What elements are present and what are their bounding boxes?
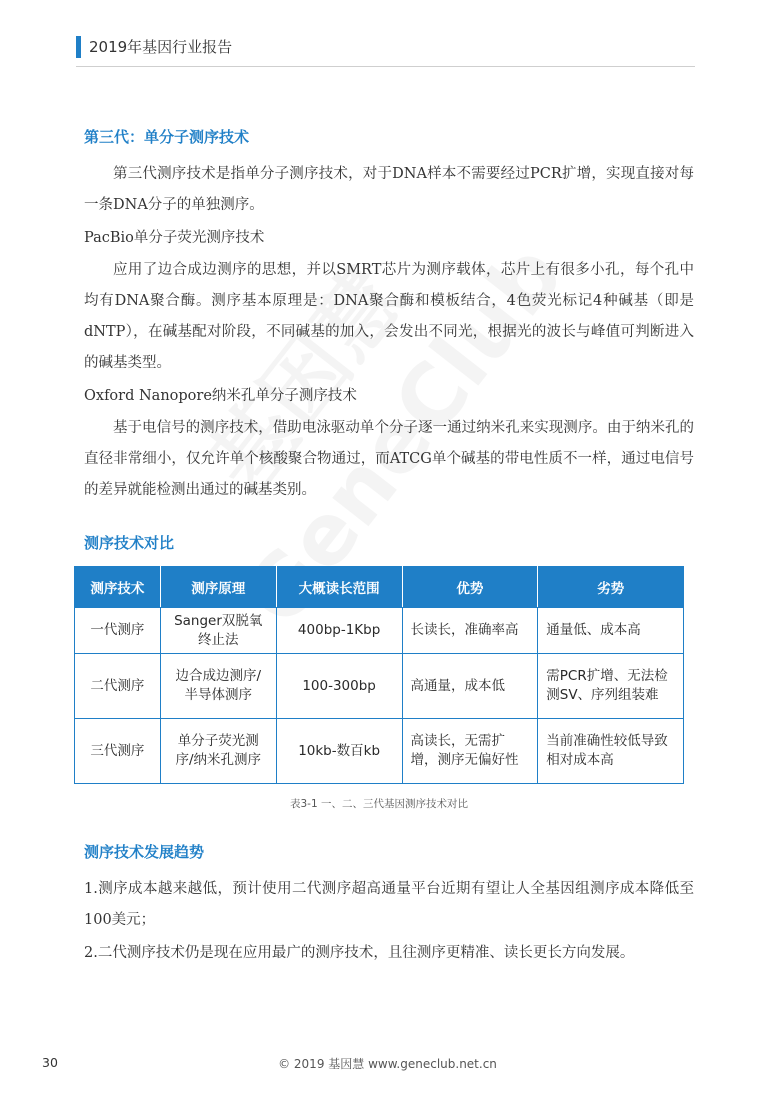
table-cell: 高通量，成本低	[402, 654, 538, 719]
table-row	[75, 654, 684, 719]
table-header-row	[75, 567, 684, 608]
table-cell: 单分子荧光测序/纳米孔测序	[160, 719, 276, 784]
nanopore-title: Oxford Nanopore纳米孔单分子测序技术	[84, 388, 357, 404]
pacbio-title: PacBio单分子荧光测序技术	[84, 230, 265, 246]
comparison-table-wrapper	[74, 566, 684, 811]
table-cell: 10kb-数百kb	[276, 719, 402, 784]
table-row	[75, 608, 684, 654]
table-cell: 当前准确性较低导致相对成本高	[538, 719, 684, 784]
page-number: 30	[42, 1055, 58, 1070]
third-gen-intro: 第三代测序技术是指单分子测序技术，对于DNA样本不需要经过PCR扩增，实现直接对每一条DNA分子的单独测序。	[84, 166, 694, 213]
section-title-third-gen: 第三代：单分子测序技术	[84, 128, 250, 146]
running-header	[76, 36, 232, 58]
header-divider	[76, 66, 695, 67]
pacbio-paragraph: 应用了边合成边测序的思想，并以SMRT芯片为测序载体，芯片上有很多小孔，每个孔中均有DNA聚合酶。测序基本原理是：DNA聚合酶和模板结合，4色荧光标记4种碱基（即是dNTP），在碱基配对阶段，不同碱基的加入，会发出不同光，根据光的波长与峰值可判断进入的碱基类型。	[84, 262, 694, 371]
nanopore-paragraph: 基于电信号的测序技术，借助电泳驱动单个分子逐一通过纳米孔来实现测序。由于纳米孔的直径非常细小，仅允许单个核酸聚合物通过，而ATCG单个碱基的带电性质不一样，通过电信号的差异就能检测出通过的碱基类别。	[84, 420, 694, 498]
table-cell: 高读长，无需扩增，测序无偏好性	[402, 719, 538, 784]
table-cell: 三代测序	[75, 719, 161, 784]
section-title-trends: 测序技术发展趋势	[84, 843, 205, 861]
table-cell: 100-300bp	[276, 654, 402, 719]
header-title: 2019年基因行业报告	[89, 38, 233, 56]
table-header-cell: 大概读长范围	[276, 567, 402, 608]
table-cell: 二代测序	[75, 654, 161, 719]
table-header-cell: 劣势	[538, 567, 684, 608]
table-cell: Sanger双脱氧终止法	[160, 608, 276, 654]
table-row	[75, 719, 684, 784]
footer-copyright: © 2019 基因慧 www.geneclub.net.cn	[278, 1057, 497, 1071]
trend-item: 2.二代测序技术仍是现在应用最广的测序技术，且往测序更精准、读长更长方向发展。	[84, 945, 635, 961]
table-cell: 通量低、成本高	[538, 608, 684, 654]
table-header-cell: 测序原理	[160, 567, 276, 608]
table-cell: 长读长，准确率高	[402, 608, 538, 654]
table-cell: 需PCR扩增、无法检测SV、序列组装难	[538, 654, 684, 719]
page-content	[84, 126, 694, 971]
trend-item: 1.测序成本越来越低，预计使用二代测序超高通量平台近期有望让人全基因组测序成本降低至100美元；	[84, 881, 694, 928]
comparison-table	[74, 566, 684, 784]
table-header-cell: 测序技术	[75, 567, 161, 608]
table-caption: 表3-1 一、二、三代基因测序技术对比	[290, 798, 468, 810]
table-cell: 400bp-1Kbp	[276, 608, 402, 654]
section-title-comparison: 测序技术对比	[84, 534, 175, 552]
table-cell: 一代测序	[75, 608, 161, 654]
table-cell: 边合成边测序/半导体测序	[160, 654, 276, 719]
table-header-cell: 优势	[402, 567, 538, 608]
